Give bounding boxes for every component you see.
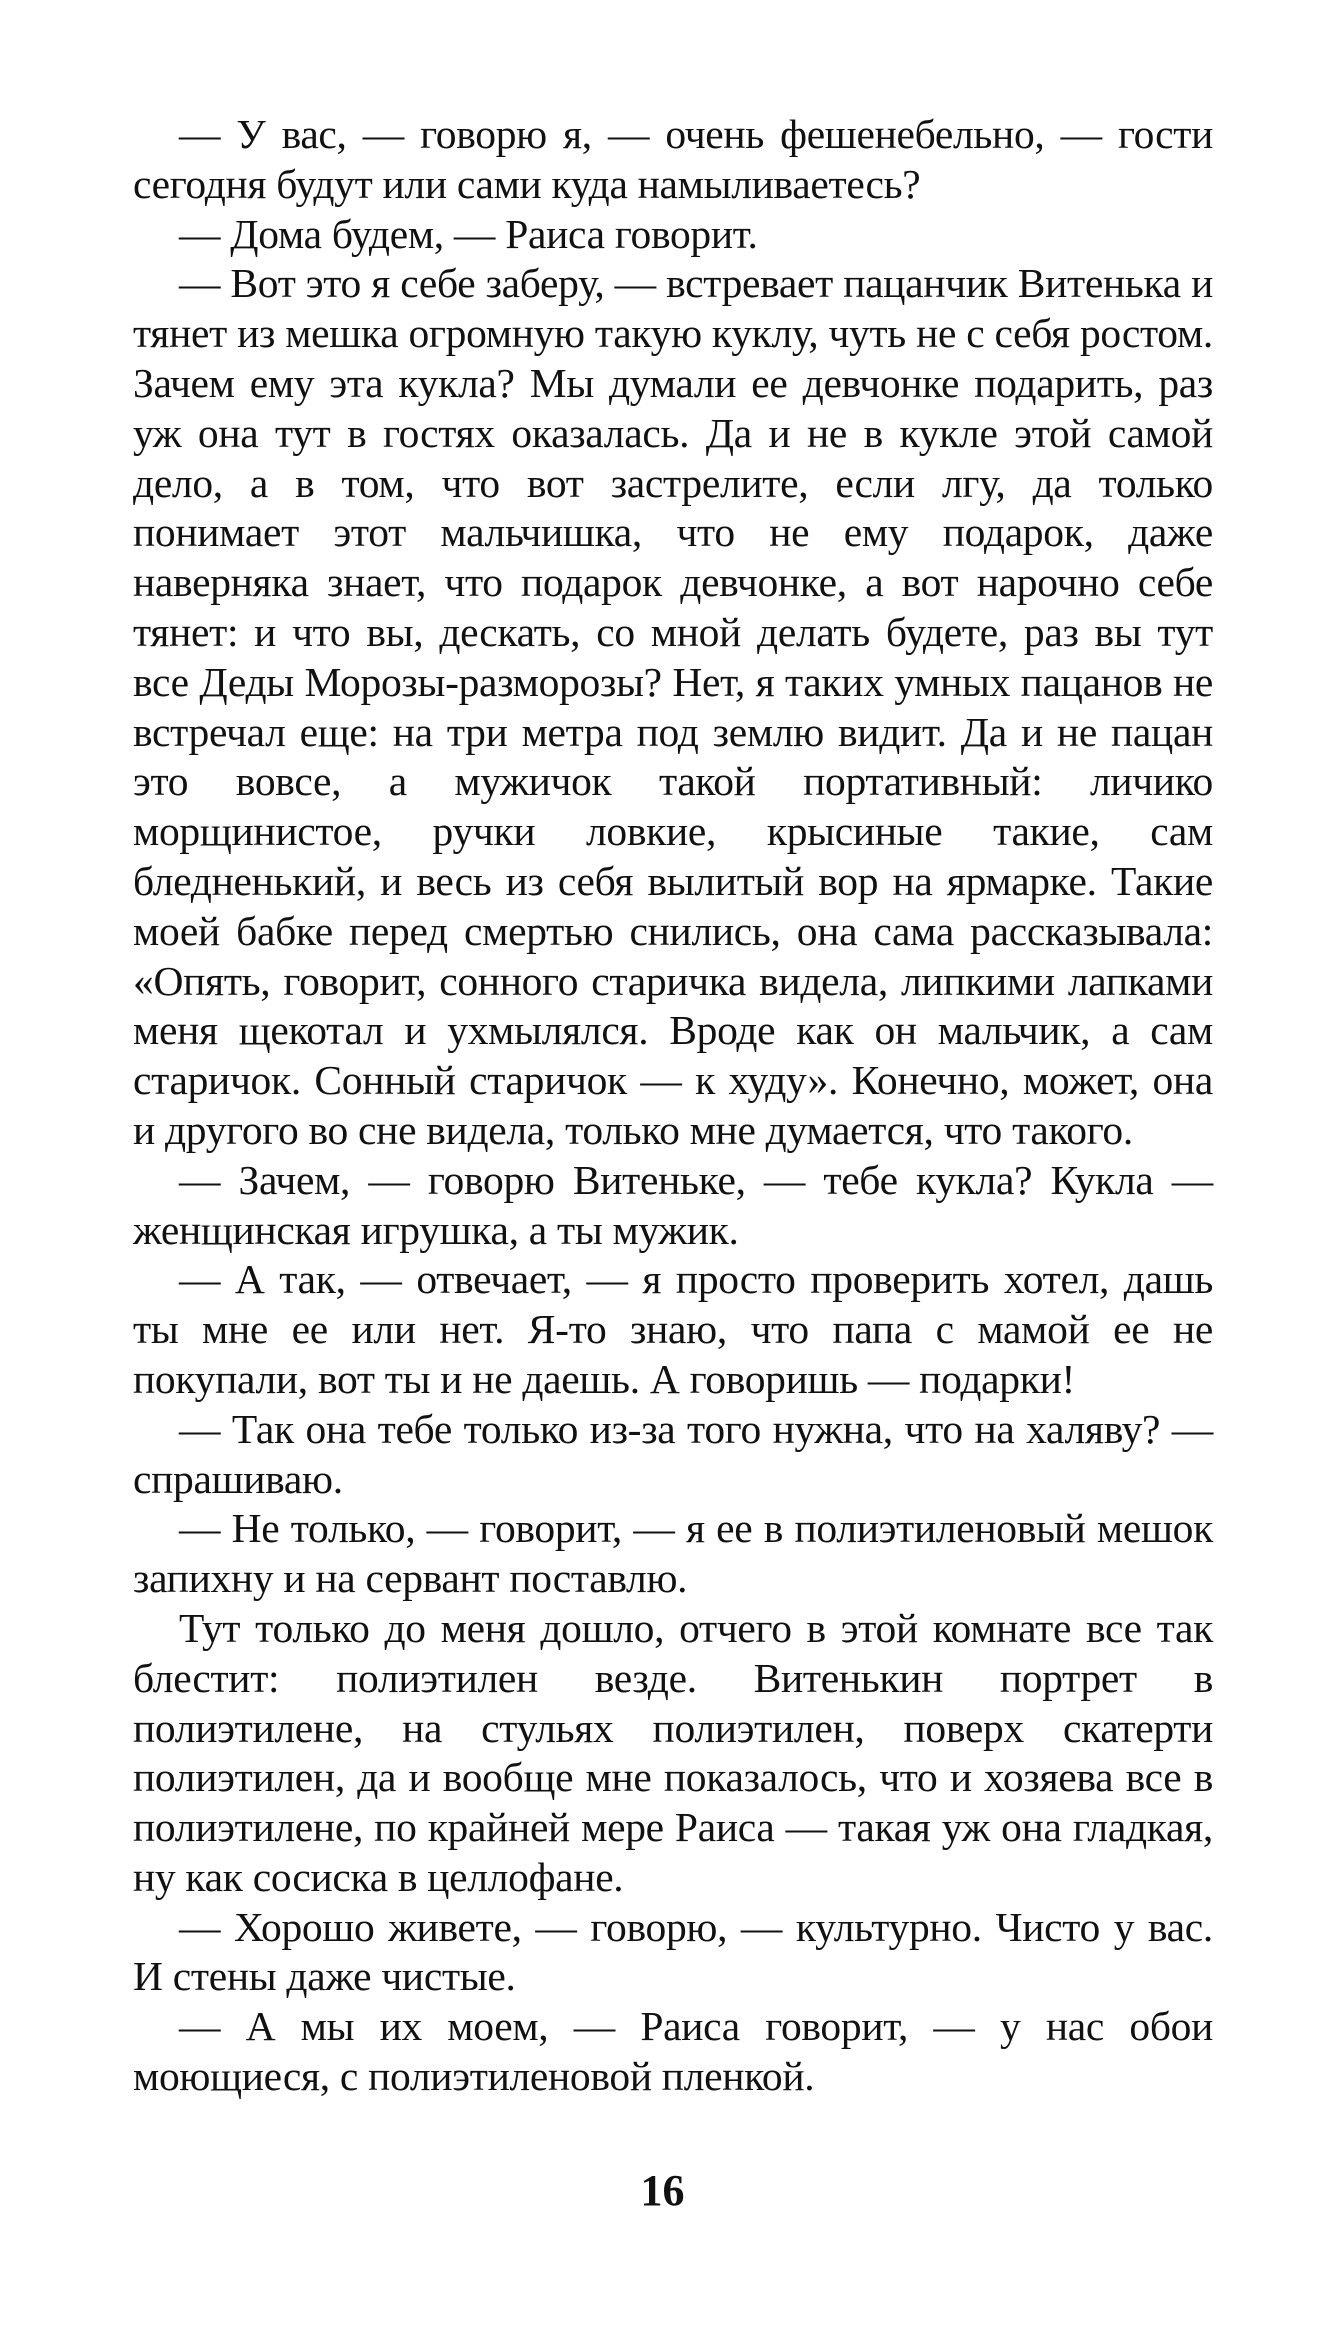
paragraph: — Хорошо живете, — говорю, — культурно. Чисто у вас. И стены даже чистые. xyxy=(133,1903,1213,2000)
paragraph: — У вас, — говорю я, — очень фешенебельно, — гости сегодня будут или сами куда намыливаетесь? xyxy=(133,111,1213,207)
paragraph: — Зачем, — говорю Витеньке, — тебе кукла? Кукла — женщинская игрушка, а ты мужик. xyxy=(133,1156,1213,1253)
paragraph: — Так она тебе только из-за того нужна, что на халяву? — спрашиваю. xyxy=(133,1405,1213,1502)
paragraph: — Вот это я себе заберу, — встревает пацанчик Витенька и тянет из мешка огромную такую куклу, чуть не с себя ростом. Зачем ему эта кукла? Мы думали ее девчонке подарить, раз уж она тут в гостях оказалась. Да и не в кукле этой самой дело, а в том, что вот застрелите, если лгу, да только понимает этот мальчишка, что не ему подарок, даже наверняка знает, что подарок девчонке, а вот нарочно себе тянет: и что вы, дескать, со мной делать будете, раз вы тут все Деды Морозы-разморозы? Нет, я таких умных пацанов не встречал еще: на три метра под землю видит. Да и не пацан это вовсе, а мужичок такой портативный: личико морщинистое, ручки ловкие, крысиные такие, сам бледненький, и весь из себя вылитый вор на ярмарке. Такие моей бабке перед смертью снились, она сама рассказывала: «Опять, говорит, сонного старичка видела, липкими лапками меня щекотал и ухмылялся. Вроде как он мальчик, а сам старичок. Сонный старичок — к худу». Конечно, может, она и другого во сне видела, только мне думается, что такого. xyxy=(133,260,1213,1153)
paragraph: — Дома будем, — Раиса говорит. xyxy=(179,210,758,257)
paragraph: — Не только, — говорит, — я ее в полиэтиленовый мешок запихну и на сервант поставлю. xyxy=(133,1505,1213,1602)
paragraph: — А так, — отвечает, — я просто проверить хотел, дашь ты мне ее или нет. Я-то знаю, что папа с мамой ее не покупали, вот ты и не даешь. А говоришь — подарки! xyxy=(133,1256,1213,1402)
page-number: 16 xyxy=(640,2166,685,2215)
paragraph: Тут только до меня дошло, отчего в этой комнате все так блестит: полиэтилен везде. Витенькин портрет в полиэтилене, на стульях полиэтилен, поверх скатерти полиэтилен, да и вообще мне показалось, что и хозяева все в полиэтилене, по крайней мере Раиса — такая уж она гладкая, ну как сосиска в целлофане. xyxy=(133,1604,1213,1900)
paragraph: — А мы их моем, — Раиса говорит, — у нас обои моющиеся, с полиэтиленовой пленкой. xyxy=(133,2003,1213,2100)
body-text xyxy=(133,110,1213,2102)
